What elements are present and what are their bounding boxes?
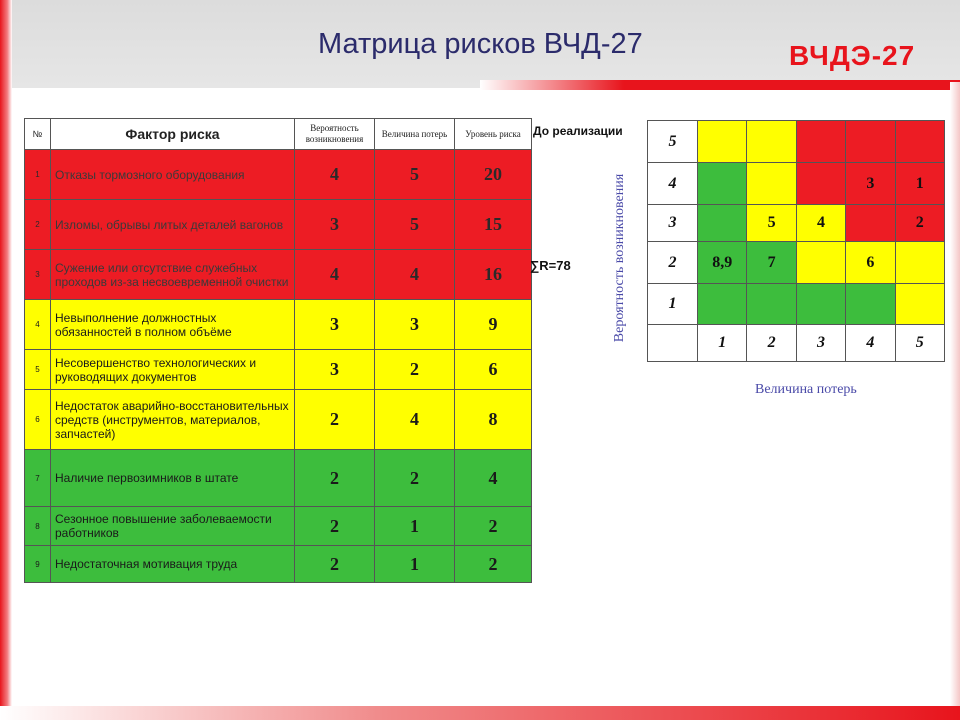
probability-value: 3 bbox=[295, 350, 375, 390]
matrix-cell bbox=[747, 163, 796, 205]
x-tick-label: 5 bbox=[895, 325, 944, 362]
table-row bbox=[25, 450, 532, 507]
matrix-row bbox=[648, 121, 945, 163]
matrix-row bbox=[648, 284, 945, 325]
risk-level-value: 8 bbox=[455, 390, 532, 450]
before-implementation-label: До реализации bbox=[533, 124, 623, 138]
x-tick-label: 2 bbox=[747, 325, 796, 362]
table-row bbox=[25, 390, 532, 450]
table-row bbox=[25, 507, 532, 546]
matrix-cell: 8,9 bbox=[698, 242, 747, 284]
table-row bbox=[25, 250, 532, 300]
magnitude-value: 4 bbox=[375, 390, 455, 450]
matrix-cell: 6 bbox=[846, 242, 895, 284]
row-number: 9 bbox=[25, 546, 51, 583]
matrix-cell bbox=[698, 163, 747, 205]
risk-level-value: 16 bbox=[455, 250, 532, 300]
matrix-cell bbox=[698, 121, 747, 163]
risk-factor: Невыполнение должностных обязанностей в полном объёме bbox=[51, 300, 295, 350]
matrix-cell bbox=[747, 121, 796, 163]
row-number: 6 bbox=[25, 390, 51, 450]
probability-value: 2 bbox=[295, 546, 375, 583]
y-tick-label: 5 bbox=[648, 121, 698, 163]
risk-level-value: 2 bbox=[455, 507, 532, 546]
probability-value: 2 bbox=[295, 507, 375, 546]
matrix-cell: 2 bbox=[895, 205, 944, 242]
risk-factor: Недостаточная мотивация труда bbox=[51, 546, 295, 583]
header-probability: Вероятность возникновения bbox=[295, 119, 375, 150]
risk-level-value: 4 bbox=[455, 450, 532, 507]
header-factor: Фактор риска bbox=[51, 119, 295, 150]
x-tick-label: 1 bbox=[698, 325, 747, 362]
matrix-corner bbox=[648, 325, 698, 362]
table-row bbox=[25, 546, 532, 583]
y-tick-label: 1 bbox=[648, 284, 698, 325]
matrix-cell: 1 bbox=[895, 163, 944, 205]
risk-factor: Наличие первозимников в штате bbox=[51, 450, 295, 507]
table-row bbox=[25, 200, 532, 250]
y-tick-label: 2 bbox=[648, 242, 698, 284]
matrix-cell bbox=[846, 205, 895, 242]
matrix-row bbox=[648, 242, 945, 284]
magnitude-value: 1 bbox=[375, 507, 455, 546]
table-header-row bbox=[25, 119, 532, 150]
probability-value: 2 bbox=[295, 450, 375, 507]
matrix-cell bbox=[698, 205, 747, 242]
header-level: Уровень риска bbox=[455, 119, 532, 150]
matrix-cell bbox=[895, 121, 944, 163]
header-magnitude: Величина потерь bbox=[375, 119, 455, 150]
risk-factor: Несовершенство технологических и руководящих документов bbox=[51, 350, 295, 390]
magnitude-value: 2 bbox=[375, 450, 455, 507]
row-number: 5 bbox=[25, 350, 51, 390]
row-number: 2 bbox=[25, 200, 51, 250]
risk-level-value: 15 bbox=[455, 200, 532, 250]
risk-factor: Сужение или отсутствие служебных проходов из-за несвоевременной очистки bbox=[51, 250, 295, 300]
matrix-cell bbox=[796, 242, 845, 284]
table-row bbox=[25, 150, 532, 200]
x-tick-label: 3 bbox=[796, 325, 845, 362]
probability-value: 2 bbox=[295, 390, 375, 450]
row-number: 7 bbox=[25, 450, 51, 507]
matrix-cell bbox=[846, 284, 895, 325]
risk-level-value: 9 bbox=[455, 300, 532, 350]
magnitude-value: 5 bbox=[375, 150, 455, 200]
table-row bbox=[25, 300, 532, 350]
risk-level-value: 20 bbox=[455, 150, 532, 200]
risk-level-value: 2 bbox=[455, 546, 532, 583]
row-number: 8 bbox=[25, 507, 51, 546]
risk-factor: Отказы тормозного оборудования bbox=[51, 150, 295, 200]
matrix-cell bbox=[796, 284, 845, 325]
magnitude-value: 2 bbox=[375, 350, 455, 390]
brand-stripe bbox=[480, 80, 960, 90]
magnitude-value: 5 bbox=[375, 200, 455, 250]
x-tick-label: 4 bbox=[846, 325, 895, 362]
matrix-row bbox=[648, 163, 945, 205]
slide-title: Матрица рисков ВЧД-27 bbox=[318, 28, 643, 60]
risk-level-value: 6 bbox=[455, 350, 532, 390]
probability-value: 4 bbox=[295, 150, 375, 200]
magnitude-value: 3 bbox=[375, 300, 455, 350]
matrix-cell bbox=[796, 121, 845, 163]
risk-factor: Недостаток аварийно-восстановительных средств (инструментов, материалов, запчастей) bbox=[51, 390, 295, 450]
risk-factor: Изломы, обрывы литых деталей вагонов bbox=[51, 200, 295, 250]
row-number: 1 bbox=[25, 150, 51, 200]
matrix-cell: 5 bbox=[747, 205, 796, 242]
matrix-cell bbox=[895, 284, 944, 325]
footer-stripe bbox=[0, 706, 960, 720]
matrix-cell bbox=[698, 284, 747, 325]
right-accent-edge bbox=[950, 82, 960, 720]
y-axis-title: Вероятность возникновения bbox=[612, 173, 627, 343]
matrix-cell bbox=[846, 121, 895, 163]
matrix-cell: 4 bbox=[796, 205, 845, 242]
y-tick-label: 3 bbox=[648, 205, 698, 242]
row-number: 3 bbox=[25, 250, 51, 300]
header-num: № bbox=[25, 119, 51, 150]
probability-value: 3 bbox=[295, 300, 375, 350]
magnitude-value: 4 bbox=[375, 250, 455, 300]
matrix-cell bbox=[747, 284, 796, 325]
matrix-row bbox=[648, 205, 945, 242]
brand-logo: ВЧДЭ-27 bbox=[789, 40, 916, 71]
magnitude-value: 1 bbox=[375, 546, 455, 583]
matrix-cell bbox=[796, 163, 845, 205]
matrix-cell: 3 bbox=[846, 163, 895, 205]
risk-factor-table bbox=[24, 118, 532, 583]
risk-sum-label: ∑R=78 bbox=[530, 258, 571, 273]
matrix-cell: 7 bbox=[747, 242, 796, 284]
risk-matrix bbox=[647, 120, 945, 362]
matrix-cell bbox=[895, 242, 944, 284]
x-axis-title: Величина потерь bbox=[755, 382, 857, 397]
probability-value: 3 bbox=[295, 200, 375, 250]
risk-factor: Сезонное повышение заболеваемости работников bbox=[51, 507, 295, 546]
probability-value: 4 bbox=[295, 250, 375, 300]
table-row bbox=[25, 350, 532, 390]
row-number: 4 bbox=[25, 300, 51, 350]
left-accent-bar bbox=[0, 0, 12, 720]
x-tick-row bbox=[648, 325, 945, 362]
y-tick-label: 4 bbox=[648, 163, 698, 205]
